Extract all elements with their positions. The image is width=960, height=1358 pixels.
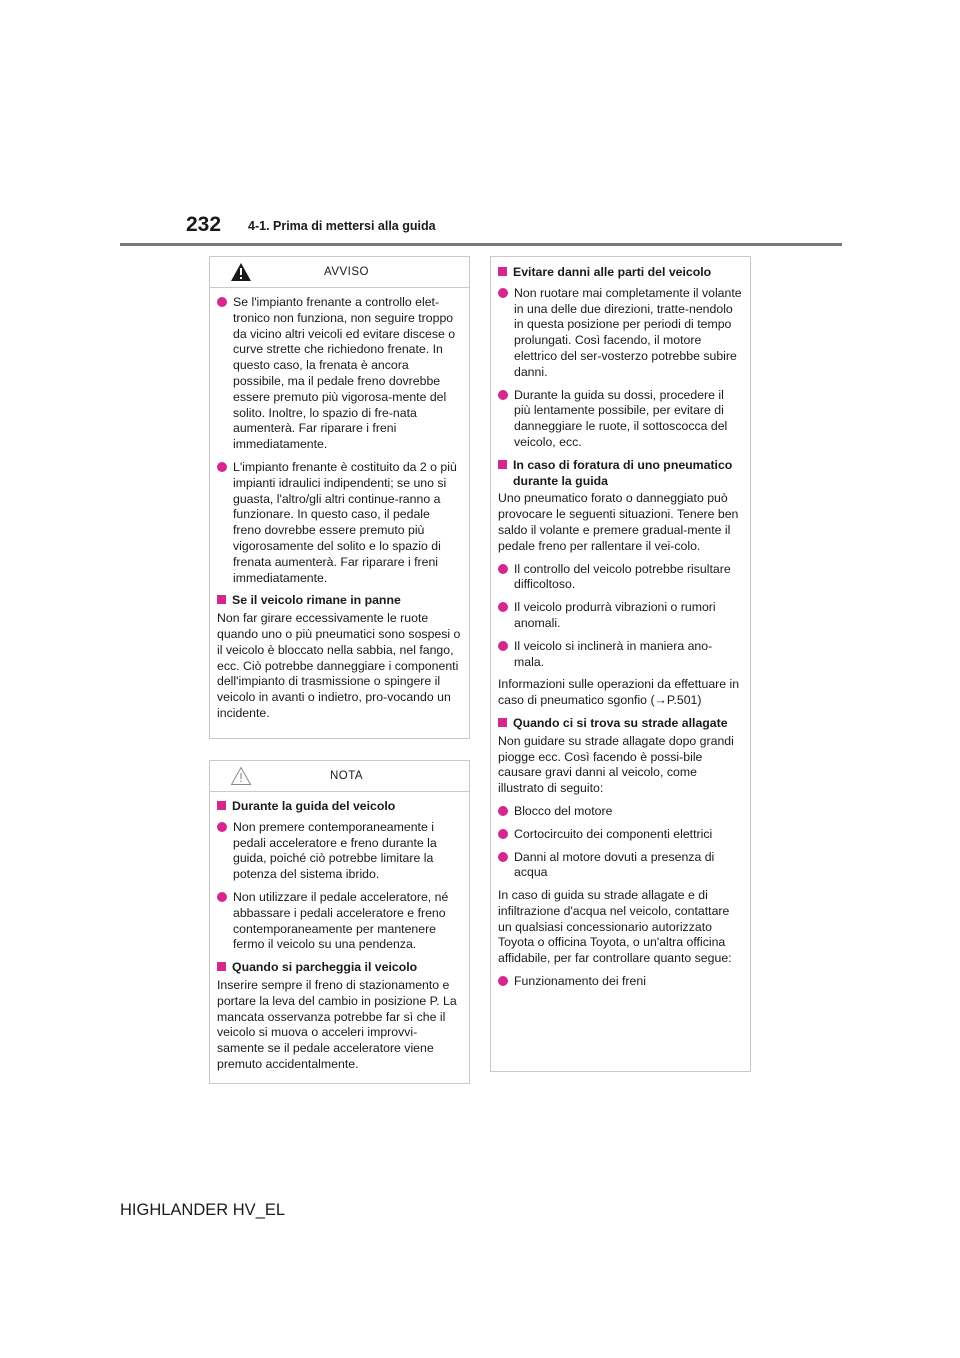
subsection-heading: In caso di foratura di uno pneumatico durante la guida bbox=[498, 458, 742, 490]
subsection-heading: Quando si parcheggia il veicolo bbox=[217, 960, 461, 976]
paragraph: Uno pneumatico forato o danneggiato può provocare le seguenti situazioni. Tenere ben saldo il volante e premere gradual-mente il pedale freno per rallentare il vei-colo. bbox=[498, 491, 739, 553]
bullet-dot-icon bbox=[498, 286, 514, 381]
bullet-dot-icon bbox=[498, 827, 514, 843]
footer-model-name: HIGHLANDER HV_EL bbox=[120, 1201, 286, 1219]
paragraph: Inserire sempre il freno di stazionamento e portare la leva del cambio in posizione P. La mancata osservanza potrebbe far sì che il veicolo si muova o acceleri improvvi-samente se il pedale acceleratore viene premuto accidentalmente. bbox=[217, 977, 457, 1071]
page-reference-link[interactable]: P.501) bbox=[666, 693, 702, 708]
warning-box-header bbox=[210, 257, 469, 288]
bullet-dot-icon bbox=[498, 804, 514, 820]
square-bullet-icon bbox=[498, 265, 513, 281]
list-item: Il veicolo produrrà vibrazioni o rumori anomali. bbox=[498, 600, 742, 632]
bullet-dot-icon bbox=[217, 460, 233, 586]
arrow-right-icon: → bbox=[654, 693, 667, 708]
square-bullet-icon bbox=[498, 716, 513, 732]
page-number: 232 bbox=[186, 213, 222, 236]
bullet-dot-icon bbox=[217, 890, 233, 953]
subsection-heading: Evitare danni alle parti del veicolo bbox=[498, 265, 742, 281]
info-box bbox=[490, 256, 751, 1072]
bullet-dot-icon bbox=[498, 974, 514, 990]
list-item: Se l'impianto frenante a controllo elet-tronico non funziona, non seguire troppo da vicino altri veicoli ed evitare discese o curve strette che richiedono frenate. In questo caso, la frenata è ancora possibile, ma il pedale freno dovrebbe essere premuto più vigorosa-mente del solito. Inoltre, lo spazio di fre-nata aumenterà. Far riparare i freni immediatamente. bbox=[217, 295, 461, 453]
caution-triangle-icon bbox=[230, 766, 252, 786]
list-item: Cortocircuito dei componenti elettrici bbox=[498, 827, 742, 843]
list-item: Il controllo del veicolo potrebbe risultare difficoltoso. bbox=[498, 562, 742, 594]
list-item: Durante la guida su dossi, procedere il più lentamente possibile, per evitare di danneggiare le ruote, il sottoscocca del veicolo, ecc. bbox=[498, 388, 742, 451]
square-bullet-icon bbox=[498, 458, 513, 490]
page-header bbox=[0, 0, 960, 250]
paragraph: Non far girare eccessivamente le ruote quando uno o più pneumatici sono sospesi o il veicolo è bloccato nella sabbia, nel fango, ecc. Ciò potrebbe danneggiare i componenti dell'impianto di trasmissione o spingere il veicolo in avanti o indietro, pro-vocando un incidente. bbox=[217, 611, 461, 720]
list-item: Il veicolo si inclinerà in maniera ano-mala. bbox=[498, 639, 742, 671]
warning-box bbox=[209, 256, 470, 739]
list-item: Funzionamento dei freni bbox=[498, 974, 742, 990]
list-item: Non utilizzare il pedale acceleratore, né abbassare i pedali acceleratore e freno contemporaneamente per mantenere fermo il veicolo su una pendenza. bbox=[217, 890, 461, 953]
bullet-dot-icon bbox=[498, 562, 514, 594]
note-box bbox=[209, 760, 470, 1084]
square-bullet-icon bbox=[217, 593, 232, 609]
warning-triangle-icon bbox=[230, 262, 252, 282]
list-item: Non ruotare mai completamente il volante in una delle due direzioni, tratte-nendolo in questa posizione per periodi di tempo prolungati. Così facendo, il motore elettrico del ser-vosterzo potrebbe subire danni. bbox=[498, 286, 742, 381]
square-bullet-icon bbox=[217, 960, 232, 976]
square-bullet-icon bbox=[217, 799, 232, 815]
bullet-dot-icon bbox=[217, 295, 233, 453]
subsection-heading: Durante la guida del veicolo bbox=[217, 799, 461, 815]
bullet-dot-icon bbox=[498, 600, 514, 632]
note-box-header bbox=[210, 761, 469, 792]
warning-box-title: AVVISO bbox=[324, 266, 369, 278]
note-box-title: NOTA bbox=[329, 770, 364, 782]
subsection-heading: Quando ci si trova su strade allagate bbox=[498, 716, 742, 732]
bullet-dot-icon bbox=[498, 850, 514, 882]
paragraph: Informazioni sulle operazioni da effettuare in caso di pneumatico sgonfio (→P.501) bbox=[498, 677, 740, 708]
list-item: Danni al motore dovuti a presenza di acqua bbox=[498, 850, 742, 882]
paragraph: Non guidare su strade allagate dopo grandi piogge ecc. Così facendo è possi-bile causare gravi danni al veicolo, come illustrato di seguito: bbox=[498, 733, 734, 796]
list-item: Blocco del motore bbox=[498, 804, 742, 820]
paragraph: In caso di guida su strade allagate e di infiltrazione d'acqua nel veicolo, contattare un qualsiasi concessionario autorizzato Toyota o officina Toyota, o un'altra officina affidabile, per far controllare quanto segue: bbox=[498, 888, 732, 966]
section-title: 4-1. Prima di mettersi alla guida bbox=[248, 219, 436, 233]
list-item: Non premere contemporaneamente i pedali acceleratore e freno durante la guida, poiché ciò potrebbe limitare la potenza del sistema ibrido. bbox=[217, 820, 461, 883]
bullet-dot-icon bbox=[498, 639, 514, 671]
list-item: L'impianto frenante è costituito da 2 o più impianti idraulici indipendenti; se uno si guasta, l'altro/gli altri continue-ranno a funzionare. In questo caso, il pedale freno dovrebbe essere premuto più vigorosamente del solito e lo spazio di frenata aumenterà. Far riparare i freni immediatamente. bbox=[217, 460, 461, 586]
bullet-dot-icon bbox=[217, 820, 233, 883]
subsection-heading: Se il veicolo rimane in panne bbox=[217, 593, 461, 609]
bullet-dot-icon bbox=[498, 388, 514, 451]
header-divider bbox=[120, 243, 842, 246]
